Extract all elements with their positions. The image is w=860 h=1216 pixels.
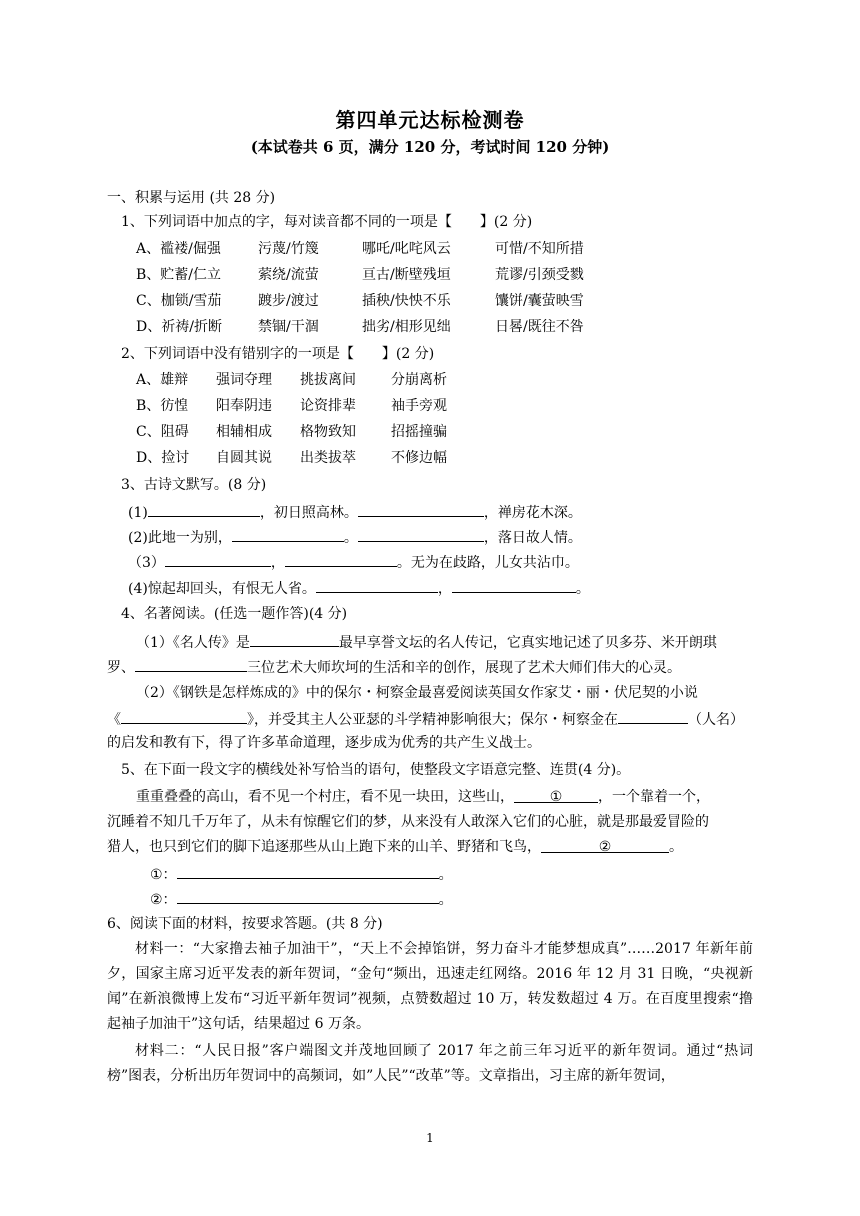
q2-stem: 2、下列词语中没有错别字的一项是【 】(2 分) xyxy=(121,346,435,362)
answer-blank[interactable] xyxy=(316,578,438,593)
q4-part2-line2 xyxy=(107,709,744,729)
q2-b-word4: 袖手旁观 xyxy=(391,398,447,414)
q1-a-word2: 污蔑/竹篾 xyxy=(258,241,319,257)
answer-blank[interactable] xyxy=(165,552,271,567)
answer-blank[interactable] xyxy=(285,552,397,567)
answer-blank[interactable] xyxy=(514,788,598,803)
q5-text: 重重叠叠的高山，看不见一个村庄，看不见一块田，这些山， xyxy=(136,789,514,805)
q4-p1-text3: 罗、 xyxy=(107,660,135,676)
q3-l1-label: (1) xyxy=(128,505,148,521)
q1-option-b: B、贮蓄/仁立 xyxy=(136,267,222,283)
q6-material-1: 材料一：“大家撸去袖子加油干”，“天上不会掉馅饼，努力奋斗才能梦想成真”……2017 年新年前夕，国家主席习近平发表的新年贺词，“金句“频出，迅速走红网络。2016 年 12 月 31 日晚，“央视新闻”在新浪微博上发布“习近平新年贺词”视频，点赞数超过 10 万，转发数超过 4 万。在百度里搜索“撸起袖子加油干”这句话，结果超过 6 万条。 xyxy=(107,941,753,1032)
q2-option-c: C、阻碍 xyxy=(136,424,189,440)
q1-b-word4: 荒谬/引颈受戮 xyxy=(495,267,584,283)
q4-part2-line3: 的启发和教有下，得了许多革命道理，逐步成为优秀的共产生义战士。 xyxy=(107,735,541,751)
q5-passage-line2: 沉睡着不知几千万年了，从未有惊醒它们的梦，从来没有人敢深入它们的心脏，就是那最爱冒险的 xyxy=(107,814,709,830)
q3-line1 xyxy=(128,502,582,522)
q1-c-word2: 踱步/渡过 xyxy=(258,293,319,309)
q5-text2: ，一个靠着一个， xyxy=(598,789,710,805)
exam-title: 第四单元达标检测卷 xyxy=(335,108,525,132)
q5-answer-label: ②： xyxy=(150,892,177,908)
answer-blank[interactable] xyxy=(177,889,439,904)
q3-l2-text2: ，落日故人情。 xyxy=(483,530,582,546)
q3-line4 xyxy=(128,578,590,598)
q5-stem: 5、在下面一段文字的横线处补写恰当的语句，使整段文字语意完整、连贯(4 分)。 xyxy=(121,762,631,778)
answer-blank[interactable] xyxy=(148,502,260,517)
q4-p2-text2: 》，并受其主人公亚瑟的斗学精神影响很大；保尔・柯察金在 xyxy=(247,712,618,728)
q6-stem: 6、阅读下面的材料，按要求答题。(共 8 分) xyxy=(107,916,383,932)
answer-blank[interactable] xyxy=(358,502,484,517)
answer-blank[interactable] xyxy=(452,578,576,593)
q3-l2-text: 。 xyxy=(343,530,358,546)
answer-blank[interactable] xyxy=(135,657,247,672)
q5-answer-1 xyxy=(150,864,453,884)
q3-l2-label: (2)此地一为别， xyxy=(128,530,232,546)
q2-option-d: D、捡讨 xyxy=(136,450,190,466)
q6-material-2: 材料二：“人民日报”客户端图文并茂地回顾了 2017 年之前三年习近平的新年贺词。通过“热词榜”图表，分析出历年贺词中的高频词，如”人民”“改革”等。文章指出，习主席的新年贺词， xyxy=(107,1043,753,1084)
q3-l4-label: (4)惊起却回头，有恨无人省。 xyxy=(128,581,316,597)
q3-stem: 3、古诗文默写。(8 分) xyxy=(121,477,267,493)
q3-l3-text2: 。无为在歧路，儿女共沾巾。 xyxy=(396,555,579,571)
q1-b-word2: 萦绕/流萤 xyxy=(258,267,319,283)
q1-option-d: D、祈祷/折断 xyxy=(136,319,222,335)
q2-c-word3: 格物致知 xyxy=(300,424,356,440)
answer-blank[interactable] xyxy=(618,709,688,724)
q4-part2-line1: （2）《钢铁是怎样炼成的》中的保尔・柯察金最喜爱阅读英国女作家艾・丽・伏尼契的小说 xyxy=(136,685,698,701)
q4-p1-text: （1）《名人传》是 xyxy=(136,635,250,651)
q5-text3: 猎人，也只到它们的脚下追逐那些从山上跑下来的山羊、野猪和飞鸟， xyxy=(107,839,541,855)
q4-part1-line2 xyxy=(107,657,681,677)
answer-blank[interactable] xyxy=(177,864,439,879)
q1-d-word4: 日晷/既往不咎 xyxy=(495,319,584,335)
q5-answer-2 xyxy=(150,889,453,909)
q2-a-word4: 分崩离析 xyxy=(391,372,447,388)
q4-p2-text: 《 xyxy=(107,712,121,728)
q5-answer-end: 。 xyxy=(438,867,453,883)
q2-c-word4: 招摇撞骗 xyxy=(391,424,447,440)
q4-stem: 4、名著阅读。(任选一题作答)(4 分) xyxy=(121,606,348,622)
q3-l4-text2: 。 xyxy=(575,581,590,597)
q3-l3-text: ， xyxy=(270,555,285,571)
q1-stem: 1、下列词语中加点的字，每对读音都不同的一项是【 】(2 分) xyxy=(121,214,533,230)
blank-marker-1: ① xyxy=(549,789,563,805)
exam-subtitle: (本试卷共 6 页，满分 120 分，考试时间 120 分钟) xyxy=(250,138,610,156)
q2-b-word3: 论资排辈 xyxy=(300,398,356,414)
answer-blank[interactable] xyxy=(121,709,247,724)
answer-blank[interactable] xyxy=(232,527,344,542)
q2-option-b: B、彷惶 xyxy=(136,398,189,414)
q3-l3-label: （3） xyxy=(128,555,165,571)
answer-blank[interactable] xyxy=(358,527,484,542)
q2-a-word2: 强词夺理 xyxy=(216,372,272,388)
q1-d-word3: 拙劣/相形见绌 xyxy=(362,319,451,335)
q3-l1-text: ，初日照高林。 xyxy=(259,505,358,521)
q2-option-a: A、雄辩 xyxy=(136,372,189,388)
q2-d-word3: 出类拔萃 xyxy=(300,450,356,466)
q5-passage-line3 xyxy=(107,838,683,856)
q5-text4: 。 xyxy=(669,839,683,855)
q3-l4-text: ， xyxy=(437,581,452,597)
q3-l1-text2: ，禅房花木深。 xyxy=(483,505,582,521)
q1-d-word2: 禁锢/干涸 xyxy=(258,319,319,335)
answer-blank[interactable] xyxy=(541,838,669,853)
answer-blank[interactable] xyxy=(250,632,339,647)
blank-marker-2: ② xyxy=(598,839,612,855)
q2-a-word3: 挑拔离间 xyxy=(300,372,356,388)
q1-a-word4: 可惜/不知所措 xyxy=(495,241,584,257)
section-heading: 一、积累与运用 (共 28 分) xyxy=(107,190,276,206)
q4-p1-text2: 最早享誉文坛的名人传记，它真实地记述了贝多芬、米开朗琪 xyxy=(338,635,717,651)
q4-part1-line1 xyxy=(136,632,717,652)
q5-passage-line1 xyxy=(136,788,710,806)
q5-answer-end: 。 xyxy=(438,892,453,908)
q1-c-word4: 馕饼/囊萤映雪 xyxy=(495,293,584,309)
q1-option-c: C、枷锁/雪茄 xyxy=(136,293,222,309)
q3-line3 xyxy=(128,552,579,572)
q5-answer-label: ①： xyxy=(150,867,177,883)
q4-p2-text3: （人名） xyxy=(688,712,744,728)
page-number: 1 xyxy=(426,1131,434,1145)
q2-b-word2: 阳奉阴违 xyxy=(216,398,272,414)
q2-c-word2: 相辅相成 xyxy=(216,424,272,440)
q1-c-word3: 插秧/快怏不乐 xyxy=(362,293,451,309)
q3-line2 xyxy=(128,527,582,547)
q4-p1-text4: 三位艺术大师坎坷的生活和辛的创作，展现了艺术大师们伟大的心灵。 xyxy=(247,660,681,676)
q1-b-word3: 亘古/断壁残垣 xyxy=(362,267,451,283)
q1-option-a: A、褴褛/倔强 xyxy=(136,241,221,257)
q2-d-word2: 自圆其说 xyxy=(216,450,272,466)
q2-d-word4: 不修边幅 xyxy=(391,450,447,466)
q1-a-word3: 哪吒/叱咤风云 xyxy=(362,241,451,257)
